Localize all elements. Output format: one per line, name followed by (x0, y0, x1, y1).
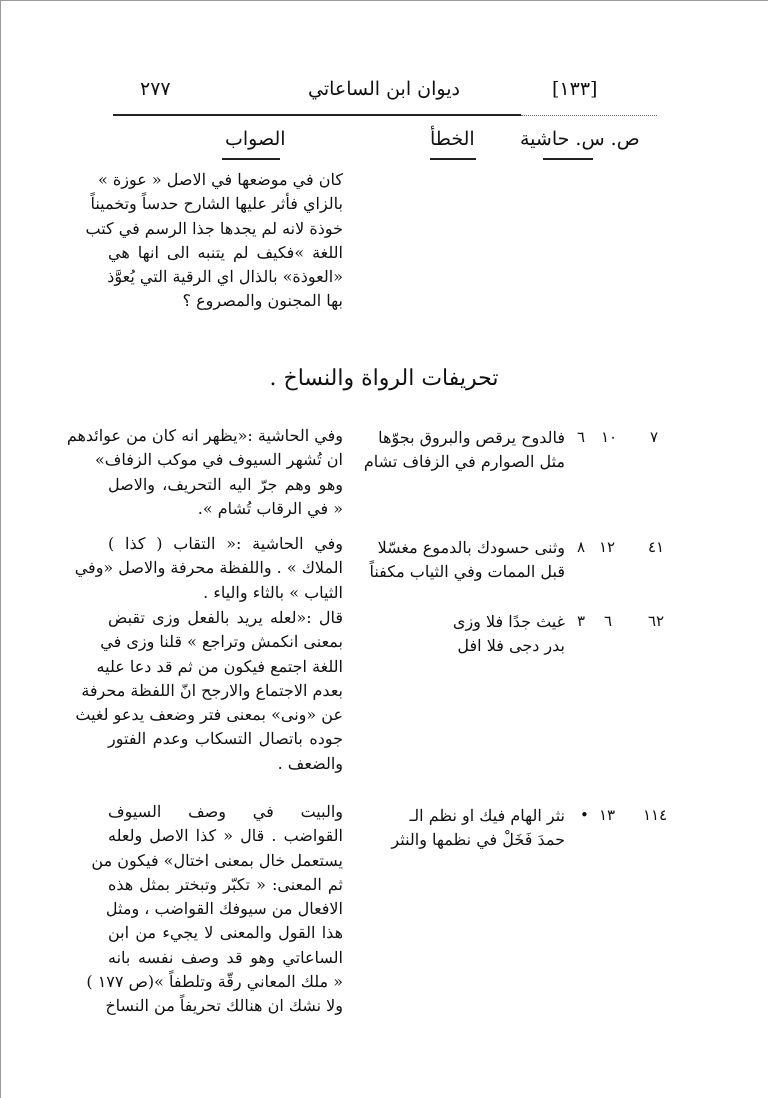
verse-line: نثر الهام فيك او نظم الـ (409, 806, 565, 825)
correction-line: الافعال من سيوفك القواضب ، ومثل (105, 899, 343, 919)
verse-line: غيث جدًا فلا وزى (452, 612, 565, 631)
note-line: اللغة »فكيف لم يتنبه الى انها هي (108, 242, 343, 262)
page-number-left: ٢٧٧ (140, 78, 171, 100)
correction-line: القواضب . قال « كذا الاصل ولعله (108, 826, 343, 846)
header-rule-dotted (521, 115, 657, 116)
correction-line: « في الرقاب تُشام ». (197, 498, 343, 518)
correction-line: هذا القول والمعنى لا يجيء من ابن (108, 923, 343, 943)
correction-line: وفي الحاشية :« التقاب ( كذا ) (108, 534, 343, 553)
correction-line: ان تُشهر السيوف في موكب الزفاف» (94, 450, 343, 470)
entry-error (350, 426, 565, 474)
note-line: كان في موضعها في الاصل « عوزة » (98, 170, 343, 189)
entry-error (350, 610, 565, 658)
entry-correction (74, 532, 343, 605)
correction-line: ولا نشك ان هنالك تحريفاً من النساخ (105, 996, 343, 1016)
note-line: خوذة لانه لم يجدها جذا الرسم في كتب (85, 218, 343, 238)
entry-page: ٤١ (648, 538, 665, 556)
correction-line: قال :«لعله يريد بالفعل وزى تقبض (108, 608, 343, 627)
underline (543, 158, 593, 160)
verse-line: مثل الصوارم في الزفاف تشام (363, 452, 565, 471)
entry-correction (66, 424, 343, 521)
correction-line: عن «ونى» بمعنى فتر وضعف يدعو لغيث (75, 705, 343, 725)
underline (222, 158, 280, 160)
opening-note (85, 168, 343, 314)
correction-line: بعدم الاجتماع والارجح انّ اللفظة محرفة (81, 680, 343, 700)
correction-line: بمعنى انكمش وتراجع » قلنا وزى في (100, 632, 343, 652)
verse-line: وثنى حسودك بالدموع مغسّلا (377, 538, 565, 557)
book-title: ديوان ابن الساعاتي (308, 78, 460, 100)
note-line: «العوذة» بالذال اي الرقية التي يُعوَّذ (107, 267, 343, 287)
correction-line: وفي الحاشية :«يظهر انه كان من عوائدهم (66, 426, 343, 445)
section-title: تحريفات الرواة والنساخ . (269, 366, 499, 391)
entry-note: • (580, 806, 589, 824)
correction-line: يستعمل خال بمعنى اختال» فيكون من (91, 850, 343, 870)
correction-line: وهو وهم جرّ اليه التحريف، والاصل (108, 474, 343, 494)
entry-error (350, 536, 565, 584)
correction-line: الثياب » بالثاء والياء . (203, 582, 343, 602)
header-rule (113, 114, 521, 116)
verse-line: فالدوح يرقص والبروق بجوّها (378, 428, 565, 447)
entry-note: ٣ (577, 612, 586, 630)
correction-line: الملاك » . واللفظة محرفة والاصل «وفي (74, 558, 343, 578)
correction-line: جوده باتصال التسكاب وعدم الفتور (108, 729, 343, 749)
note-line: بالزاي فأثر عليها الشارح حدساً وتخميناً (90, 194, 343, 214)
entry-line: ١٢ (599, 538, 616, 556)
correction-line: اللغة اجتمع فيكون من ثم قد دعا عليه (96, 656, 343, 676)
entry-note: ٨ (577, 538, 586, 556)
page-number-right: [١٣٣] (552, 78, 598, 100)
entry-page: ٧ (650, 428, 659, 446)
verse-line: قبل الممات وفي الثياب مكفناً (369, 562, 565, 581)
entry-correction (86, 800, 343, 1019)
entry-line: ٦ (604, 612, 613, 630)
entry-line: ١٠ (601, 428, 618, 446)
entry-line: ١٣ (599, 806, 616, 824)
entry-error (350, 804, 565, 852)
verse-line: حمدَ فَخَلْ في نظمها والنثر (391, 830, 565, 849)
entry-note: ٦ (577, 428, 586, 446)
column-head-correction: الصواب (225, 128, 286, 150)
correction-line: « ملك المعاني رقّة وتلطفاً »(ص ١٧٧ ) (86, 972, 343, 992)
entry-correction (75, 606, 343, 776)
underline (430, 158, 476, 160)
entry-page: ١١٤ (643, 806, 668, 824)
verse-line: بدر دجى فلا افل (457, 636, 565, 655)
column-head-error: الخطأ (430, 128, 475, 150)
correction-line: ثم المعنى: « تكبّر وتبختر بمثل هذه (108, 874, 343, 894)
correction-line: الساعاتي وهو قد وصف نفسه بانه (108, 947, 343, 967)
correction-line: والبيت في وصف السيوف (108, 802, 343, 821)
note-line: بها المجنون والمصروع ؟ (182, 291, 343, 311)
correction-line: والضعف . (277, 753, 343, 773)
column-head-page-line-note: ص. س. حاشية (520, 128, 640, 150)
entry-page: ٦٢ (648, 612, 665, 630)
